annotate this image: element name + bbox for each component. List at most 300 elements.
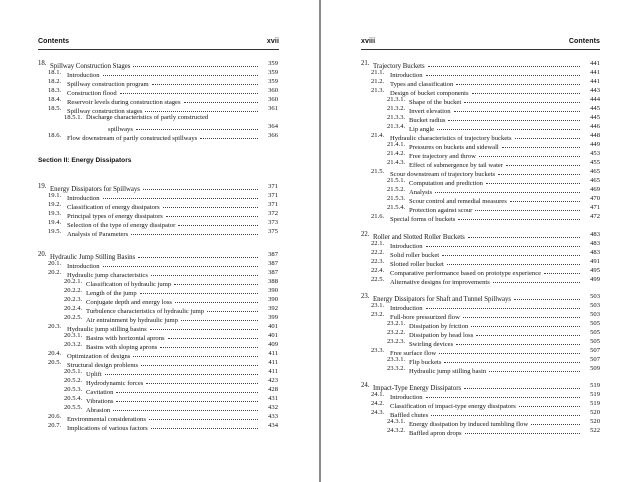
toc-entry-title: Swirling devices <box>409 341 454 348</box>
toc-entry-number: 20.2.4. <box>64 305 83 312</box>
toc-entry-title: Alternative designs for improvements <box>390 279 490 286</box>
dot-leader <box>444 354 580 363</box>
toc-entry-number: 23.3.1. <box>387 356 406 363</box>
toc-entry-title: Environmental considerations <box>67 416 146 423</box>
toc-entry-number: 20.2.2. <box>64 287 83 294</box>
dot-leader <box>456 336 580 345</box>
toc-entry-title: Energy dissipation by induced tumbling flow <box>409 421 529 428</box>
dot-leader <box>166 208 258 217</box>
toc-entry-title: Dissipation by head loss <box>409 332 474 339</box>
dot-leader <box>456 76 580 85</box>
dot-leader <box>468 229 580 238</box>
dot-leader <box>116 384 258 393</box>
toc-entry-page: 455 <box>590 159 600 166</box>
toc-entry-title: Hydrodynamic forces <box>86 380 144 387</box>
toc-entry-page: 399 <box>268 314 278 321</box>
toc-entry-page: 445 <box>590 105 600 112</box>
toc-entry-number: 20.5.5. <box>64 404 83 411</box>
toc-entry-title: Hydraulic jump stilling basins <box>67 326 147 333</box>
section-heading: Section II: Energy Dissipators <box>38 157 132 164</box>
toc-entry-number: 20.2.5. <box>64 314 83 321</box>
toc-entry-title: Bucket radius <box>409 117 446 124</box>
toc-entry-number: 21.5.3. <box>387 195 406 202</box>
dot-leader <box>437 121 580 130</box>
toc-entry-title: Introduction <box>390 394 423 401</box>
toc-entry-page: 411 <box>268 350 278 357</box>
toc-entry-title: Reservoir levels during construction stages <box>67 99 181 106</box>
dot-leader <box>447 256 580 265</box>
toc-entry-number: 19.5. <box>48 228 62 235</box>
toc-entry-number: 21.3. <box>371 87 385 94</box>
toc-entry-title: Baffled chutes <box>390 412 429 419</box>
left-header-title: Contents <box>38 38 70 45</box>
toc-entry-title: Classification of energy dissipators <box>67 204 160 211</box>
dot-leader <box>498 166 580 175</box>
toc-entry-number: 18.6. <box>48 132 62 139</box>
toc-entry-title: Analysis of Parameters <box>67 231 129 238</box>
toc-entry-page: 449 <box>590 141 600 148</box>
toc-entry-title: Turbulence characteristics of hydraulic jump <box>86 308 205 315</box>
toc-entry-title: Energy Dissipators for Spillways <box>50 186 140 193</box>
toc-entry-page: 505 <box>590 338 600 345</box>
dot-leader <box>426 238 580 247</box>
toc-entry-page: 441 <box>590 69 600 76</box>
toc-entry-page: 483 <box>590 240 600 247</box>
toc-entry-number: 20.5.1. <box>64 368 83 375</box>
toc-entry-number: 20.3. <box>48 323 62 330</box>
dot-leader <box>428 58 580 67</box>
toc-entry-page: 360 <box>268 87 278 94</box>
dot-leader <box>131 226 258 235</box>
dot-leader <box>116 393 258 402</box>
toc-entry-title: Types and classification <box>390 81 454 88</box>
toc-entry-number: 20.4. <box>48 350 62 357</box>
toc-entry-title: Length of the jump <box>86 290 137 297</box>
toc-entry-title: Classification of impact-type energy dissipators <box>390 403 516 410</box>
dot-leader <box>531 416 580 425</box>
toc-entry-title: Trajectory Buckets <box>373 63 425 70</box>
toc-entry-page: 433 <box>268 413 278 420</box>
toc-entry-number: 21.3.4. <box>387 123 406 130</box>
toc-entry-page: 359 <box>268 60 278 67</box>
toc-entry-page: 434 <box>268 422 278 429</box>
toc-entry-number: 23.2. <box>371 311 385 318</box>
toc-entry-number: 21.5.2. <box>387 186 406 193</box>
dot-leader <box>435 184 580 193</box>
toc-entry-title: Solid roller bucket <box>390 252 440 259</box>
dot-leader <box>514 291 580 300</box>
toc-entry-title: Flip buckets <box>409 359 442 366</box>
dot-leader <box>464 94 580 103</box>
toc-entry-title: Dissipation by friction <box>409 323 469 330</box>
dot-leader <box>150 321 258 330</box>
dot-leader <box>138 249 258 258</box>
toc-entry-title: Scour downstream of trajectory buckets <box>390 171 496 178</box>
dot-leader <box>479 148 580 157</box>
toc-entry-title: Basins with horizontal aprons <box>86 335 165 342</box>
toc-entry-title: Spillway construction program <box>67 81 149 88</box>
toc-entry-number: 23.2.3. <box>387 338 406 345</box>
toc-entry <box>361 275 600 285</box>
dot-leader <box>454 103 580 112</box>
toc-entry-number: 18.5. <box>48 105 62 112</box>
dot-leader <box>465 425 580 434</box>
toc-entry-title: Hydraulic jump stilling basin <box>409 368 487 375</box>
toc-entry-page: 371 <box>268 192 278 199</box>
toc-entry-number: 20.6. <box>48 413 62 420</box>
dot-leader <box>426 389 580 398</box>
toc-entry-number: 18. <box>38 60 47 67</box>
dot-leader <box>458 211 580 220</box>
toc-entry-number: 21.5.1. <box>387 177 406 184</box>
right-page <box>321 0 640 482</box>
toc-entry-number: 18.5.1. <box>64 114 83 121</box>
toc-entry-title: Effect of submergence by tail water <box>409 162 504 169</box>
toc-entry-page: 483 <box>590 249 600 256</box>
toc-entry-number: 21.3.1. <box>387 96 406 103</box>
toc-entry-title: Scour control and remedial measures <box>409 198 507 205</box>
toc-entry-page: 428 <box>268 386 278 393</box>
toc-entry-number: 21.1. <box>371 69 385 76</box>
left-header-page-number: xvii <box>266 38 279 45</box>
toc-entry-title: Spillway construction stages <box>67 108 143 115</box>
toc-entry-number: 20.7. <box>48 422 62 429</box>
toc-entry-page: 441 <box>590 78 600 85</box>
toc-entry-title: Shape of the bucket <box>409 99 462 106</box>
toc-entry-page: 519 <box>590 382 600 389</box>
toc-entry-title: Spillway Construction Stages <box>50 63 131 70</box>
toc-entry-page: 465 <box>590 168 600 175</box>
toc-entry <box>361 426 600 436</box>
toc-entry-title: Introduction <box>67 195 100 202</box>
dot-leader <box>426 300 580 309</box>
dot-leader <box>133 348 258 357</box>
toc-entry-page: 520 <box>590 418 600 425</box>
toc-entry-number: 20.5.3. <box>64 386 83 393</box>
dot-leader <box>168 330 258 339</box>
toc-entry-number: 21.3.2. <box>387 105 406 112</box>
toc-entry-page: 507 <box>590 347 600 354</box>
toc-entry-page: 411 <box>268 359 278 366</box>
toc-entry-title: Introduction <box>67 263 100 270</box>
toc-entry-number: 19.3. <box>48 210 62 217</box>
toc-entry-title: Slotted roller bucket <box>390 261 444 268</box>
toc-entry-title: Cavitation <box>86 389 114 396</box>
toc-entry-page: 509 <box>590 365 600 372</box>
dot-leader <box>464 380 580 389</box>
toc-entry-page: 445 <box>590 114 600 121</box>
toc-entry-title: Lip angle <box>409 126 435 133</box>
toc-entry-number: 18.3. <box>48 87 62 94</box>
dot-leader <box>136 121 258 130</box>
dot-leader <box>149 411 258 420</box>
dot-leader <box>475 202 580 211</box>
toc-entry-page: 470 <box>590 195 600 202</box>
toc-entry <box>38 421 278 431</box>
toc-entry-title: Invert elevation <box>409 108 451 115</box>
toc-entry-number: 20.5.2. <box>64 377 83 384</box>
toc-entry-page: 359 <box>268 69 278 76</box>
toc-entry-title: Vibrations <box>86 398 114 405</box>
toc-entry-page: 453 <box>590 150 600 157</box>
toc-entry-title: Classification of hydraulic jump <box>86 281 172 288</box>
dot-leader <box>476 327 580 336</box>
dot-leader <box>489 363 580 372</box>
toc-entry-title: Air entrainment by hydraulic jump <box>86 317 178 324</box>
toc-entry-number: 20.5.4. <box>64 395 83 402</box>
toc-entry-page: 364 <box>268 123 278 130</box>
toc-entry-page: 472 <box>590 213 600 220</box>
dot-leader <box>120 85 258 94</box>
dot-leader <box>145 103 258 112</box>
dot-leader <box>140 285 258 294</box>
toc-entry-number: 24.1. <box>371 391 385 398</box>
toc-entry-title: Basins with sloping aprons <box>86 344 158 351</box>
toc-entry-title: Design of bucket components <box>390 90 469 97</box>
toc-entry-title: Discharge characteristics of partly constructed <box>86 114 209 121</box>
toc-entry-page: 503 <box>590 293 600 300</box>
toc-entry-number: 20. <box>38 251 47 258</box>
toc-entry-page: 371 <box>268 183 278 190</box>
toc-entry-page: 505 <box>590 329 600 336</box>
dot-leader <box>200 130 258 139</box>
toc-entry-page: 465 <box>590 177 600 184</box>
dot-leader <box>471 318 580 327</box>
toc-entry-number: 20.2. <box>48 269 62 276</box>
toc-entry-number: 22.3. <box>371 258 385 265</box>
toc-entry-number: 22. <box>361 231 370 238</box>
toc-entry-number: 24.3. <box>371 409 385 416</box>
dot-leader <box>151 267 258 276</box>
left-page <box>0 0 319 482</box>
toc-entry-page: 411 <box>268 368 278 375</box>
dot-leader <box>141 357 258 366</box>
toc-entry-page: 520 <box>590 409 600 416</box>
right-header-rule <box>361 49 600 50</box>
toc-entry-title: Pressures on buckets and sidewall <box>409 144 499 151</box>
dot-leader <box>439 345 580 354</box>
toc-entry-page: 361 <box>268 105 278 112</box>
toc-entry-page: 444 <box>590 96 600 103</box>
toc-entry-page: 390 <box>268 296 278 303</box>
toc-entry-title: Protection against scour <box>409 207 473 214</box>
toc-entry-number: 24.3.1. <box>387 418 406 425</box>
toc-entry-title: Roller and Slotted Roller Buckets <box>373 234 465 241</box>
toc-entry-page: 387 <box>268 269 278 276</box>
dot-leader <box>151 420 258 429</box>
toc-entry-page: 423 <box>268 377 278 384</box>
dot-leader <box>160 339 258 348</box>
toc-entry-number: 24.2. <box>371 400 385 407</box>
dot-leader <box>174 276 258 285</box>
toc-entry-title: Construction flood <box>67 90 117 97</box>
toc-entry-page: 360 <box>268 96 278 103</box>
toc-entry-number: 18.2. <box>48 78 62 85</box>
toc-entry-page: 392 <box>268 305 278 312</box>
dot-leader <box>463 309 580 318</box>
toc-entry-number: 21. <box>361 60 370 67</box>
toc-entry-page: 499 <box>590 276 600 283</box>
toc-entry-page: 401 <box>268 332 278 339</box>
dot-leader <box>506 157 580 166</box>
toc-entry-title: Structural design problems <box>67 362 139 369</box>
toc-entry-title: Hydraulic characteristics of trajectory buckets <box>390 135 512 142</box>
toc-entry-page: 491 <box>590 258 600 265</box>
toc-entry-number: 21.4.2. <box>387 150 406 157</box>
dot-leader <box>510 193 580 202</box>
toc-entry-page: 469 <box>590 186 600 193</box>
toc-entry-number: 21.4.1. <box>387 141 406 148</box>
toc-entry-title: Baffled apron drops <box>409 430 462 437</box>
toc-entry-title: Introduction <box>67 72 100 79</box>
toc-entry-page: 388 <box>268 278 278 285</box>
toc-entry-title: Introduction <box>390 72 423 79</box>
dot-leader <box>448 112 580 121</box>
toc-entry-page: 375 <box>268 228 278 235</box>
left-header-rule <box>38 49 279 50</box>
toc-entry-number: 20.5. <box>48 359 62 366</box>
toc-entry-number: 20.2.1. <box>64 278 83 285</box>
toc-entry-title: Conjugate depth and energy loss <box>86 299 172 306</box>
toc-entry-number: 22.5. <box>371 276 385 283</box>
toc-entry-title: Abrasion <box>86 407 111 414</box>
toc-entry-number: 19.4. <box>48 219 62 226</box>
toc-entry-number: 20.3.2. <box>64 341 83 348</box>
dot-leader <box>426 67 580 76</box>
dot-leader <box>146 375 258 384</box>
dot-leader <box>486 175 580 184</box>
toc-entry-page: 503 <box>590 311 600 318</box>
toc-entry-title: Free trajectory and throw <box>409 153 476 160</box>
dot-leader <box>493 274 580 283</box>
toc-entry-number: 23.1. <box>371 302 385 309</box>
toc-entry-page: 483 <box>590 231 600 238</box>
toc-entry <box>361 212 600 222</box>
dot-leader <box>105 366 258 375</box>
dot-leader <box>544 265 580 274</box>
dot-leader <box>515 130 580 139</box>
toc-entry-page: 446 <box>590 123 600 130</box>
right-header-page-number: xviii <box>361 38 376 45</box>
toc-entry-page: 519 <box>590 400 600 407</box>
dot-leader <box>133 58 258 67</box>
toc-entry-page: 359 <box>268 78 278 85</box>
dot-leader <box>184 94 258 103</box>
toc-entry-title: Analysis <box>409 189 433 196</box>
toc-entry-number: 21.5.4. <box>387 204 406 211</box>
toc-entry-page: 441 <box>590 60 600 67</box>
toc-entry-title: Impact-Type Energy Dissipators <box>373 385 462 392</box>
toc-entry-title: Special forms of buckets <box>390 216 456 223</box>
toc-entry-title: Uplift <box>86 371 102 378</box>
toc-entry-number: 24.3.2. <box>387 427 406 434</box>
toc-entry-page: 431 <box>268 395 278 402</box>
toc-entry-number: 21.4. <box>371 132 385 139</box>
dot-leader <box>113 402 258 411</box>
toc-entry-title: Free surface flow <box>390 350 437 357</box>
toc-entry-title: Hydraulic jump characteristics <box>67 272 148 279</box>
toc-entry <box>361 364 600 374</box>
toc-entry-title: Flow downstream of partly constructed spillways <box>67 135 198 142</box>
toc-entry-number: 21.5. <box>371 168 385 175</box>
dot-leader <box>163 199 258 208</box>
dot-leader <box>175 294 258 303</box>
toc-entry-page: 409 <box>268 341 278 348</box>
dot-leader <box>431 407 580 416</box>
toc-entry-page: 372 <box>268 210 278 217</box>
dot-leader <box>103 190 258 199</box>
toc-entry-number: 22.4. <box>371 267 385 274</box>
toc-entry-page: 448 <box>590 132 600 139</box>
dot-leader <box>472 85 580 94</box>
toc-entry-page: 443 <box>590 87 600 94</box>
toc-entry-page: 519 <box>590 391 600 398</box>
toc-entry-title: Introduction <box>390 305 423 312</box>
toc-entry-page: 522 <box>590 427 600 434</box>
toc-entry-number: 20.3.1. <box>64 332 83 339</box>
toc-entry-number: 19. <box>38 183 47 190</box>
toc-entry-number: 22.1. <box>371 240 385 247</box>
toc-entry-title: spillways <box>108 126 133 133</box>
toc-entry-number: 23. <box>361 293 370 300</box>
toc-entry-number: 19.2. <box>48 201 62 208</box>
toc-entry-number: 19.1. <box>48 192 62 199</box>
toc-entry-number: 21.3.3. <box>387 114 406 121</box>
toc-entry-number: 23.2.2. <box>387 329 406 336</box>
toc-entry-number: 21.6. <box>371 213 385 220</box>
right-header-title: Contents <box>568 38 600 45</box>
toc-entry-page: 432 <box>268 404 278 411</box>
toc-entry-title: Hydraulic Jump Stilling Basins <box>50 254 136 261</box>
toc-entry-page: 503 <box>590 302 600 309</box>
toc-entry <box>38 227 278 237</box>
dot-leader <box>143 181 258 190</box>
toc-entry-number: 18.1. <box>48 69 62 76</box>
toc-entry <box>38 131 278 141</box>
dot-leader <box>178 217 258 226</box>
toc-entry-title: Computation and prediction <box>409 180 483 187</box>
toc-entry-title: Selection of the type of energy dissipator <box>67 222 176 229</box>
dot-leader <box>181 312 258 321</box>
toc-entry-number: 24. <box>361 382 370 389</box>
toc-entry-page: 401 <box>268 323 278 330</box>
toc-entry-title: Optimization of designs <box>67 353 131 360</box>
toc-entry-number: 20.2.3. <box>64 296 83 303</box>
dot-leader <box>519 398 580 407</box>
toc-entry-number: 18.4. <box>48 96 62 103</box>
toc-entry-number: 22.2. <box>371 249 385 256</box>
toc-entry-page: 495 <box>590 267 600 274</box>
toc-entry-page: 507 <box>590 356 600 363</box>
toc-entry-number: 23.3.2. <box>387 365 406 372</box>
toc-entry-page: 387 <box>268 260 278 267</box>
toc-entry-number: 20.1. <box>48 260 62 267</box>
toc-entry-title: Energy Dissipators for Shaft and Tunnel Spillways <box>373 296 512 303</box>
toc-entry-page: 373 <box>268 219 278 226</box>
dot-leader <box>442 247 580 256</box>
dot-leader <box>502 139 580 148</box>
toc-entry-title: Comparative performance based on prototype experience <box>390 270 542 277</box>
dot-leader <box>103 67 258 76</box>
toc-entry-number: 23.2.1. <box>387 320 406 327</box>
toc-entry-page: 371 <box>268 201 278 208</box>
toc-entry-page: 366 <box>268 132 278 139</box>
toc-entry-number: 23.3. <box>371 347 385 354</box>
toc-entry-page: 390 <box>268 287 278 294</box>
dot-leader <box>152 76 258 85</box>
toc-entry-title: Implications of various factors <box>67 425 148 432</box>
toc-entry-title: Full-bore pressurized flow <box>390 314 460 321</box>
